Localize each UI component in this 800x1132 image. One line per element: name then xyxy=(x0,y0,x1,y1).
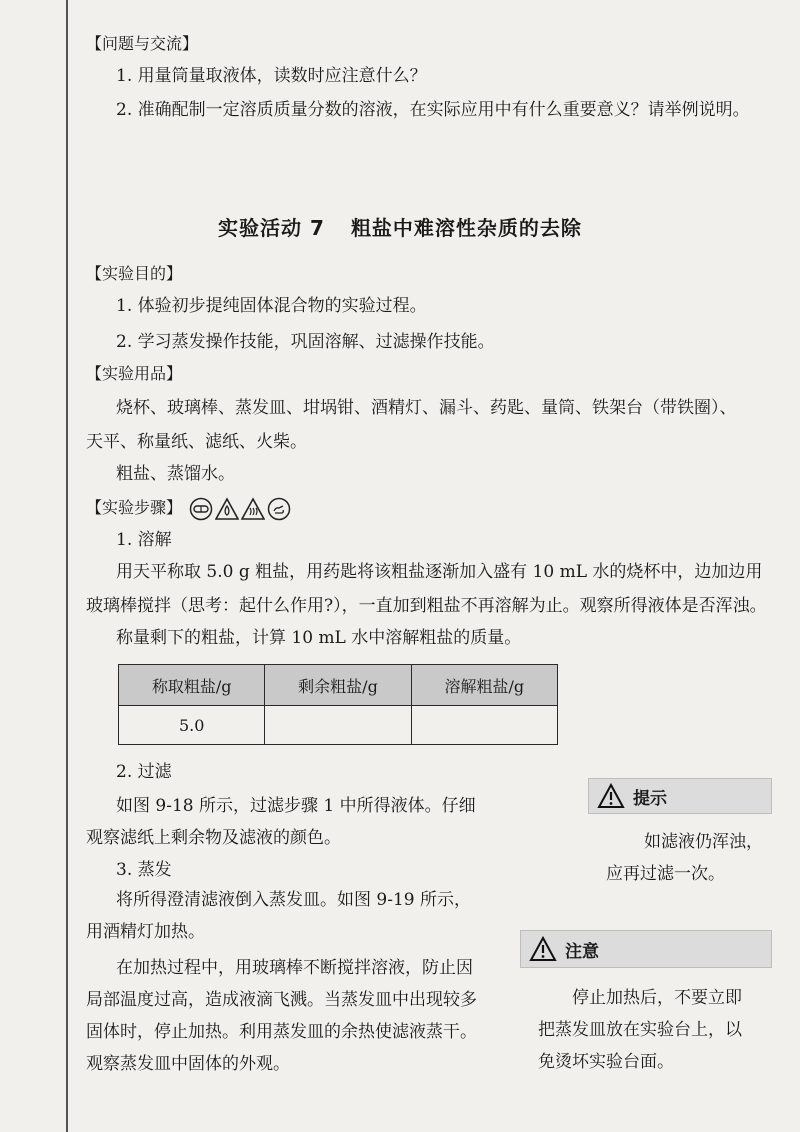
materials-line-1: 烧杯、玻璃棒、蒸发皿、坩埚钳、酒精灯、漏斗、药匙、量筒、铁架台（带铁圈）、 xyxy=(116,398,737,418)
tip-box-header xyxy=(588,778,772,814)
purpose-item-2: 2. 学习蒸发操作技能，巩固溶解、过滤操作技能。 xyxy=(116,332,495,352)
activity-title xyxy=(0,212,800,241)
step-2-line-1: 如图 9-18 所示，过滤步骤 1 中所得液体。仔细 xyxy=(116,796,476,816)
step-3-line-5: 固体时，停止加热。利用蒸发皿的余热使滤液蒸干。 xyxy=(86,1022,477,1042)
table-header-row xyxy=(119,665,558,706)
flame-warning-icon xyxy=(215,497,239,521)
tip-line-1: 如滤液仍浑浊， xyxy=(644,832,763,852)
wash-hands-icon xyxy=(267,497,291,521)
step-1-line-2: 玻璃棒搅拌（思考：起什么作用?），一直加到粗盐不再溶解为止。观察所得液体是否浑浊。 xyxy=(86,596,767,616)
step-1-title: 1. 溶解 xyxy=(116,530,172,550)
step-3-line-2: 用酒精灯加热。 xyxy=(86,922,205,942)
step-3-line-3: 在加热过程中，用玻璃棒不断搅拌溶液，防止因 xyxy=(116,958,473,978)
table-cell xyxy=(265,706,411,745)
table-header-cell: 称取粗盐/g xyxy=(119,665,265,706)
caution-triangle-icon xyxy=(529,936,557,962)
warning-triangle-icon xyxy=(597,783,625,809)
materials-line-2: 天平、称量纸、滤纸、火柴。 xyxy=(86,432,307,452)
table-row xyxy=(119,706,558,745)
purpose-heading: 【实验目的】 xyxy=(86,264,183,283)
materials-heading: 【实验用品】 xyxy=(86,364,183,383)
hot-warning-icon xyxy=(241,497,265,521)
activity-name: 粗盐中难溶性杂质的去除 xyxy=(350,216,582,240)
step-1-line-1: 用天平称取 5.0 g 粗盐，用药匙将该粗盐逐渐加入盛有 10 mL 水的烧杯中，边加边用 xyxy=(116,562,763,582)
result-table xyxy=(118,664,558,745)
activity-number: 实验活动 7 xyxy=(218,216,325,240)
steps-heading: 【实验步骤】 xyxy=(86,498,183,517)
step-1-line-3: 称量剩下的粗盐，计算 10 mL 水中溶解粗盐的质量。 xyxy=(116,628,522,648)
binding-line xyxy=(66,0,68,1132)
step-3-line-4: 局部温度过高，造成液滴飞溅。当蒸发皿中出现较多 xyxy=(86,990,477,1010)
materials-line-3: 粗盐、蒸馏水。 xyxy=(116,464,235,484)
safety-icons xyxy=(189,497,291,521)
step-3-title: 3. 蒸发 xyxy=(116,860,172,880)
step-2-line-2: 观察滤纸上剩余物及滤液的颜色。 xyxy=(86,828,341,848)
table-cell: 5.0 xyxy=(119,706,265,745)
step-3-line-1: 将所得澄清滤液倒入蒸发皿。如图 9-19 所示， xyxy=(116,890,471,910)
table-cell xyxy=(411,706,557,745)
questions-heading: 【问题与交流】 xyxy=(86,34,199,53)
tip-line-2: 应再过滤一次。 xyxy=(606,864,725,884)
tip-label: 提示 xyxy=(633,788,667,809)
caution-line-1: 停止加热后，不要立即 xyxy=(572,988,742,1008)
caution-line-2: 把蒸发皿放在实验台上，以 xyxy=(538,1020,742,1040)
table-header-cell: 剩余粗盐/g xyxy=(265,665,411,706)
caution-box-header xyxy=(520,930,772,968)
caution-line-3: 免烫坏实验台面。 xyxy=(538,1052,674,1072)
purpose-item-1: 1. 体验初步提纯固体混合物的实验过程。 xyxy=(116,296,427,316)
step-2-title: 2. 过滤 xyxy=(116,762,172,782)
step-3-line-6: 观察蒸发皿中固体的外观。 xyxy=(86,1054,290,1074)
caution-label: 注意 xyxy=(565,941,599,962)
goggles-icon xyxy=(189,497,213,521)
question-2: 2. 准确配制一定溶质质量分数的溶液，在实际应用中有什么重要意义？请举例说明。 xyxy=(116,100,750,120)
question-1: 1. 用量筒量取液体，读数时应注意什么？ xyxy=(116,66,427,86)
table-header-cell: 溶解粗盐/g xyxy=(411,665,557,706)
steps-heading-row xyxy=(86,496,291,521)
